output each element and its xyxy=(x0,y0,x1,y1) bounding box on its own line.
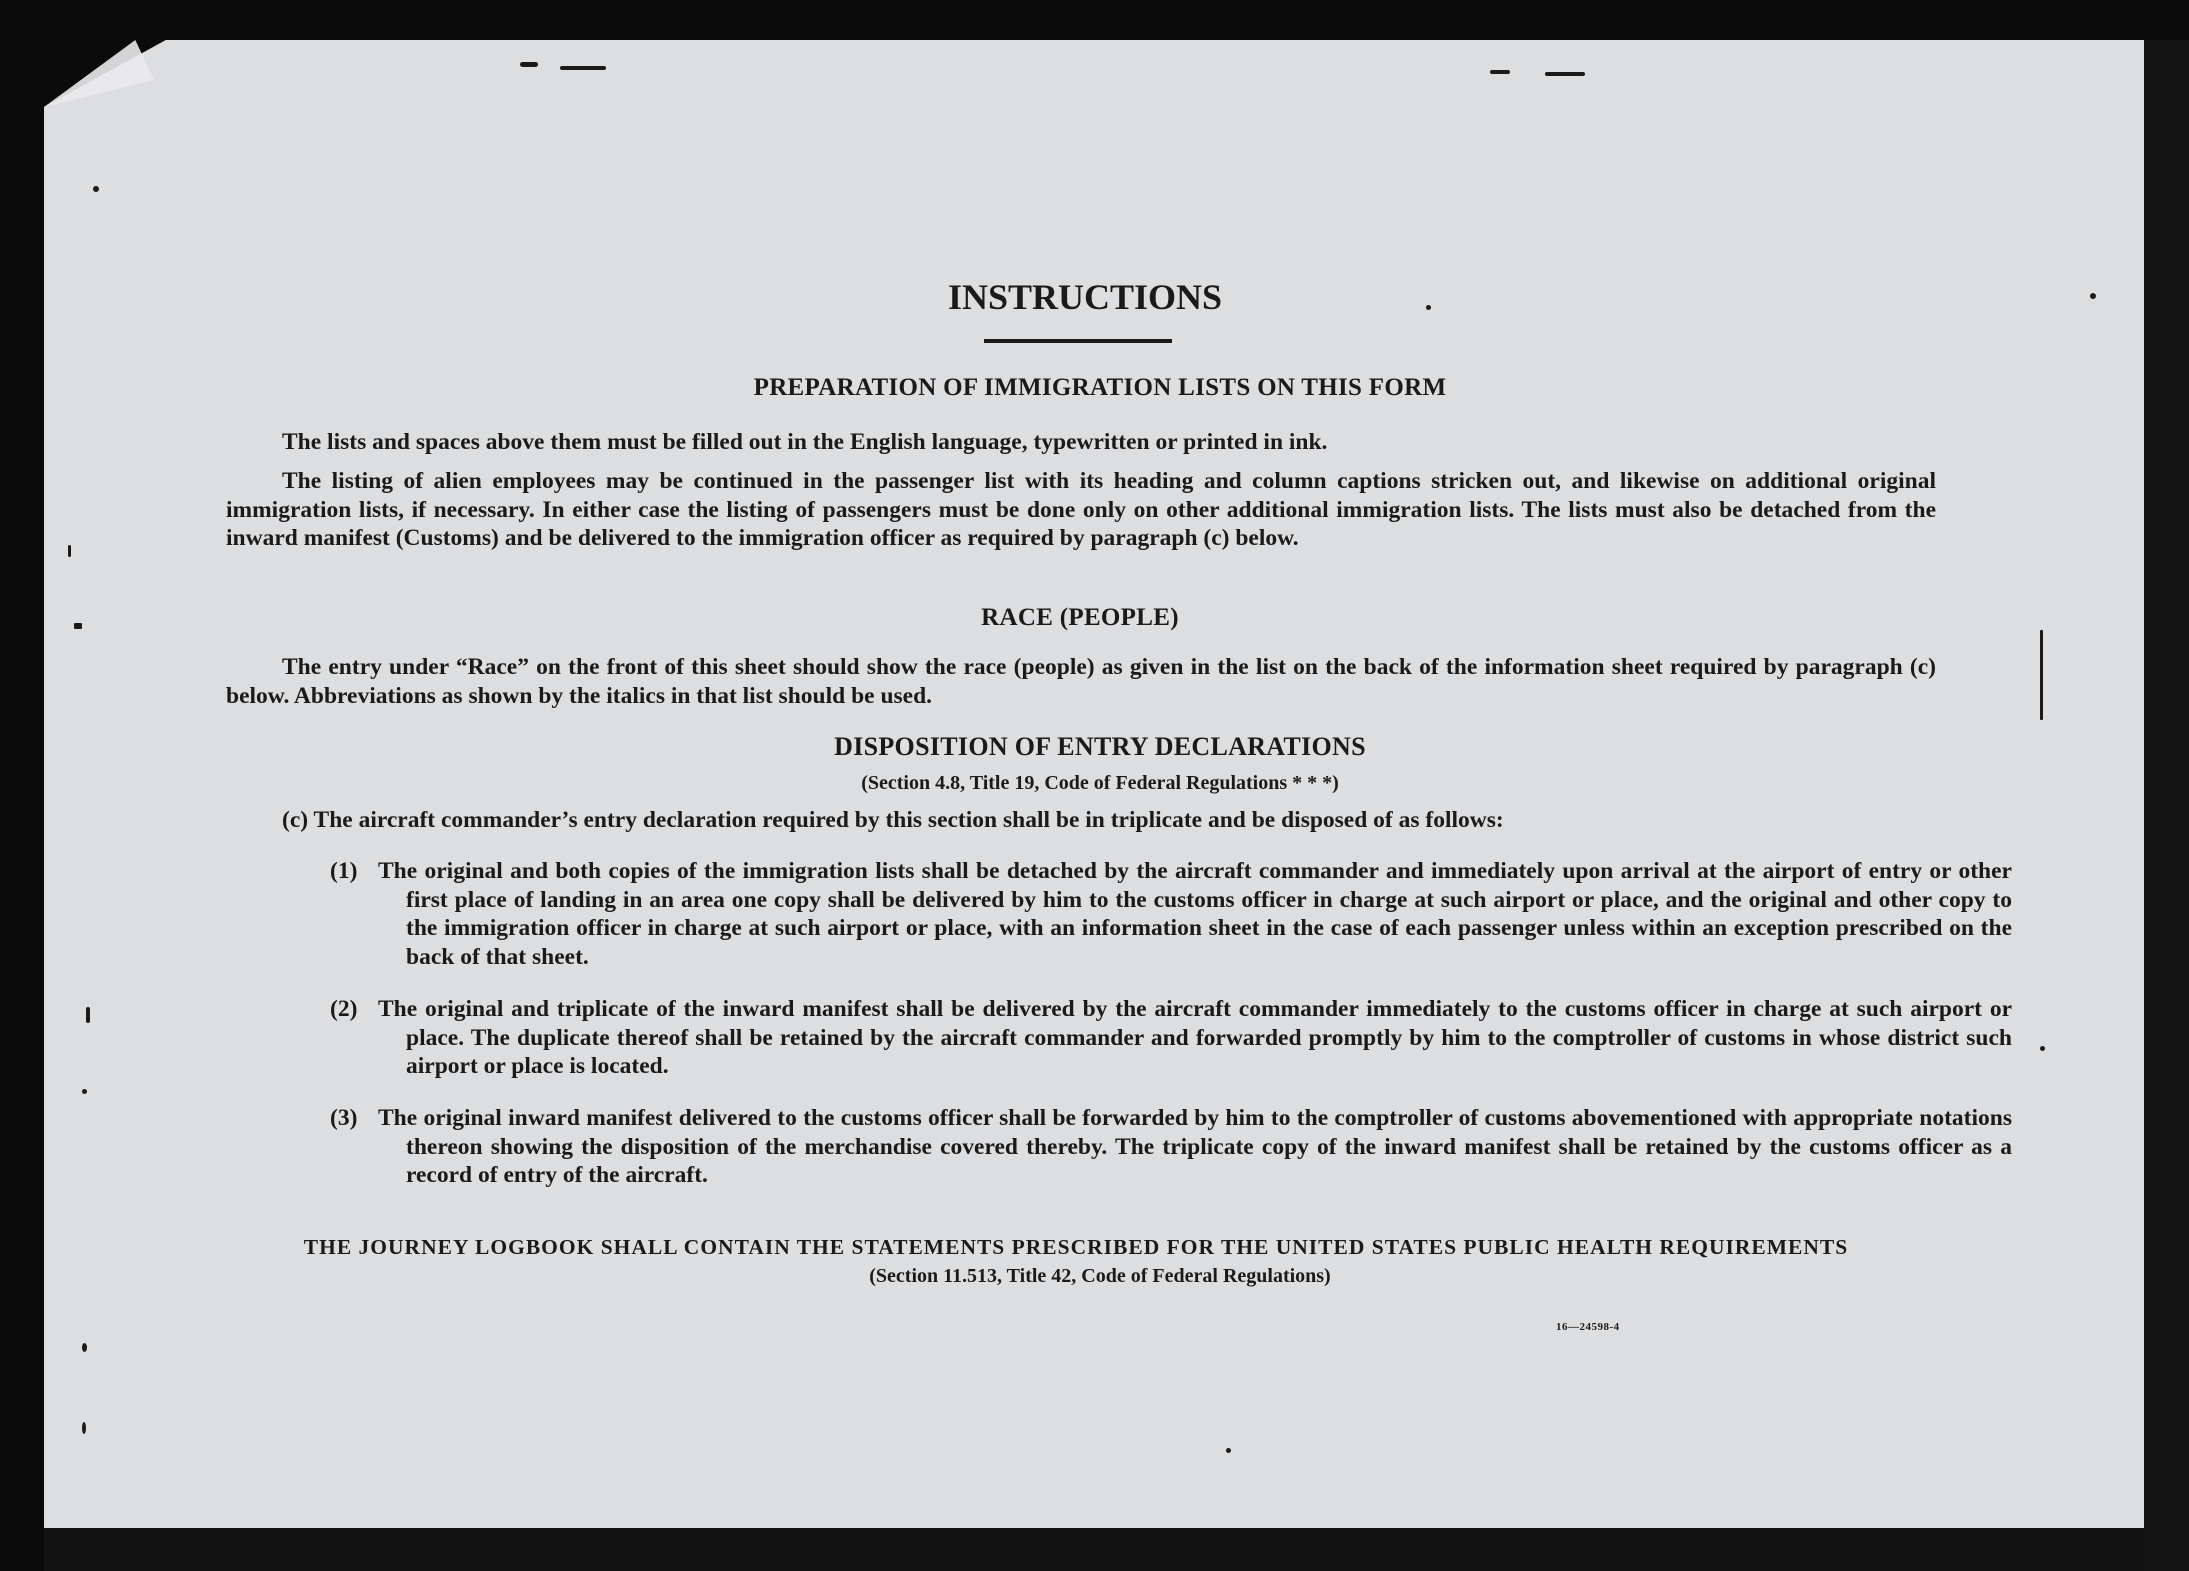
scan-mark xyxy=(560,66,606,70)
scan-mark xyxy=(1226,1448,1231,1453)
list-item-number: (2) xyxy=(330,996,358,1022)
scan-mark xyxy=(82,1343,87,1352)
paragraph-language xyxy=(226,428,1936,457)
paragraph-alien-employees-text: The listing of alien employees may be continued in the passenger list with its heading and column captions stricken out, and likewise on additional original immigration lists, if necessary. In either case the listing of passengers must be done only on other additional immigration lists. The lists must also be detached from the inward manifest (Customs) and be delivered to the immigration officer as required by paragraph (c) below. xyxy=(226,468,1936,551)
paragraph-language-text: The lists and spaces above them must be filled out in the English language, typewritten or printed in ink. xyxy=(282,429,1328,455)
scan-mark xyxy=(93,186,99,192)
list-item-number: (3) xyxy=(330,1105,358,1131)
list-item-2 xyxy=(330,995,2012,1081)
title-underline xyxy=(984,339,1172,343)
scan-mark xyxy=(2040,630,2043,720)
footer-citation: (Section 11.513, Title 42, Code of Federal Regulations) xyxy=(869,1265,1331,1287)
section-heading-preparation: PREPARATION OF IMMIGRATION LISTS ON THIS FORM xyxy=(753,374,1447,401)
list-item-1 xyxy=(330,857,2012,971)
list-item-text: The original and both copies of the immigration lists shall be detached by the aircraft commander and immediately upon arrival at the airport of entry or other first place of landing in an area one copy shall be delivered by him to the customs officer in charge at such airport or place, and the original and other copy to the immigration officer in charge at such airport or place, with an information sheet in the case of each passenger unless within an exception prescribed on the back of that sheet. xyxy=(378,858,2012,970)
scan-mark xyxy=(82,1422,86,1434)
form-number: 16—24598‑4 xyxy=(1556,1321,1620,1333)
paragraph-race xyxy=(226,653,1936,710)
scan-mark xyxy=(86,1007,90,1023)
list-item-text: The original and triplicate of the inward manifest shall be delivered by the aircraft commander immediately to the customs officer in charge at such airport or place. The duplicate thereof shall be retained by the aircraft commander and forwarded promptly by him to the comptroller of customs in whose district such airport or place is located. xyxy=(378,996,2012,1079)
page-title: INSTRUCTIONS xyxy=(947,277,1223,317)
scan-mark xyxy=(520,62,538,67)
paragraph-race-text: The entry under “Race” on the front of this sheet should show the race (people) as given in the list on the back of the information sheet required by paragraph (c) below. Abbreviations as shown by the italics in that list should be used. xyxy=(226,654,1936,709)
scan-mark xyxy=(68,545,71,557)
scan-mark xyxy=(2090,293,2096,299)
scan-mark xyxy=(1490,70,1510,74)
section-heading-race: RACE (PEOPLE) xyxy=(981,604,1179,631)
footer-statement: THE JOURNEY LOGBOOK SHALL CONTAIN THE STATEMENTS PRESCRIBED FOR THE UNITED STATES PUBLIC HEALTH REQUIREMENTS xyxy=(303,1235,1849,1259)
list-item-number: (1) xyxy=(330,858,358,884)
scan-mark xyxy=(2040,1046,2045,1051)
disposition-citation: (Section 4.8, Title 19, Code of Federal Regulations * * *) xyxy=(861,772,1339,794)
scan-mark xyxy=(74,623,82,629)
scan-border-right xyxy=(2144,40,2189,1571)
scan-mark xyxy=(1545,72,1585,76)
scan-mark xyxy=(82,1089,87,1094)
paragraph-alien-employees xyxy=(226,467,1936,553)
list-item-text: The original inward manifest delivered to the customs officer shall be forwarded by him to the comptroller of customs abovementioned with appropriate notations thereon showing the disposition of the merchandise covered thereby. The triplicate copy of the inward manifest shall be retained by the customs officer as a record of entry of the aircraft. xyxy=(378,1105,2012,1188)
paragraph-disposition-intro: (c) The aircraft commander’s entry declaration required by this section shall be in triplicate and be disposed of as follows: xyxy=(282,807,1504,833)
scan-border-bottom xyxy=(44,1528,2144,1571)
scan-mark xyxy=(1426,305,1431,310)
section-heading-disposition: DISPOSITION OF ENTRY DECLARATIONS xyxy=(834,732,1366,761)
list-item-3 xyxy=(330,1104,2012,1190)
